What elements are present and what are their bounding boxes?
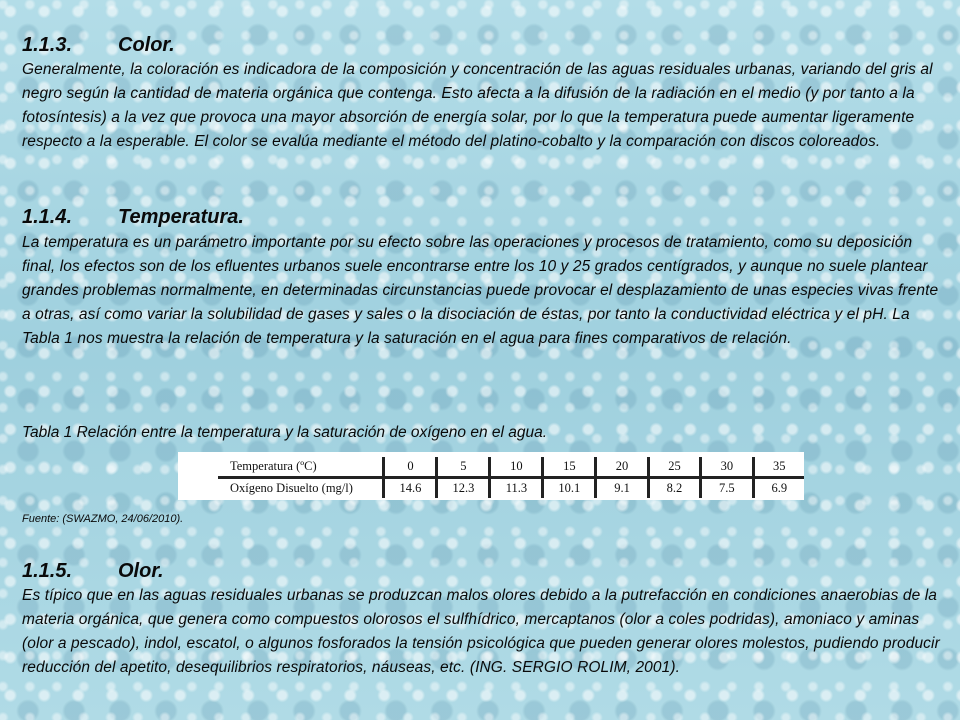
table-cell: 35 <box>753 457 804 478</box>
data-table-panel <box>178 452 804 500</box>
table-caption: Tabla 1 Relación entre la temperatura y la saturación de oxígeno en el agua. <box>22 424 548 441</box>
table-cell: 12.3 <box>437 478 490 499</box>
table-cell: 0 <box>384 457 437 478</box>
table-source: Fuente: (SWAZMO, 24/06/2010). <box>22 513 184 525</box>
table-cell: 9.1 <box>596 478 648 499</box>
heading-number: 1.1.4. <box>22 206 73 228</box>
table-cell: 8.2 <box>648 478 700 499</box>
table-cell: 11.3 <box>490 478 543 499</box>
row-label: Temperatura (ºC) <box>218 457 384 478</box>
table-cell: 14.6 <box>384 478 437 499</box>
heading-title: Color. <box>118 34 175 56</box>
table-cell: 5 <box>437 457 490 478</box>
heading-number: 1.1.5. <box>22 560 73 582</box>
heading-title: Olor. <box>118 560 164 582</box>
table-cell: 6.9 <box>771 481 788 495</box>
data-table <box>218 457 804 498</box>
heading-number: 1.1.3. <box>22 34 73 56</box>
table-row-temperature <box>218 457 804 478</box>
row-label: Oxígeno Disuelto (mg/l) <box>218 478 384 499</box>
table-cell: 10.1 <box>543 478 596 499</box>
paragraph-temperatura: La temperatura es un parámetro importante por su efecto sobre las operaciones y procesos de tratamiento, como su deposición final, los efectos son de los efluentes urbanos suele encontrarse entre los 10 y 25 grados centígrados, y aunque no suele plantear grandes problemas normalmente, en determinadas circunstancias puede provocar el desplazamiento de unas especies vivas frente a otras, así como variar la solubilidad de gases y sales o la disociación de éstas, por tanto la conductividad eléctrica y el pH. La Tabla 1 nos muestra la relación de temperatura y la saturación en el agua para fines comparativos de relación. <box>22 234 939 347</box>
heading-color <box>22 34 175 57</box>
table-cell: 7.5 <box>701 478 753 499</box>
heading-title: Temperatura. <box>118 206 244 228</box>
table-cell: 15 <box>543 457 596 478</box>
heading-temperatura <box>22 206 244 229</box>
table-cell: 30 <box>701 457 753 478</box>
table-cell: 10 <box>490 457 543 478</box>
paragraph-color: Generalmente, la coloración es indicadora de la composición y concentración de las aguas residuales urbanas, variando del gris al negro según la cantidad de materia orgánica que contenga. Esto afecta a la difusión de la radiación en el medio (y por tanto a la fotosíntesis) a la vez que provoca una mayor absorción de energía solar, por lo que la temperatura puede aumentar ligeramente respecto a la esperable. El color se evalúa mediante el método del platino-cobalto y la comparación con discos coloreados. <box>22 61 933 150</box>
table-row-oxygen <box>218 478 804 499</box>
heading-olor <box>22 560 164 583</box>
table-cell: 20 <box>596 457 648 478</box>
paragraph-olor: Es típico que en las aguas residuales urbanas se produzcan malos olores debido a la putrefacción en condiciones anaerobias de la materia orgánica, que genera como compuestos olorosos el sulfhídrico, mercaptanos (olor a coles podridas), amoniaco y aminas (olor a pescado), indol, escatol, o algunos fosforados la tensión psicológica que pueden generar olores molestos, pudiendo producir reducción del apetito, desequilibrios respiratorios, náuseas, etc. (ING. SERGIO ROLIM, 2001). <box>22 587 940 676</box>
table-cell: 25 <box>648 457 700 478</box>
